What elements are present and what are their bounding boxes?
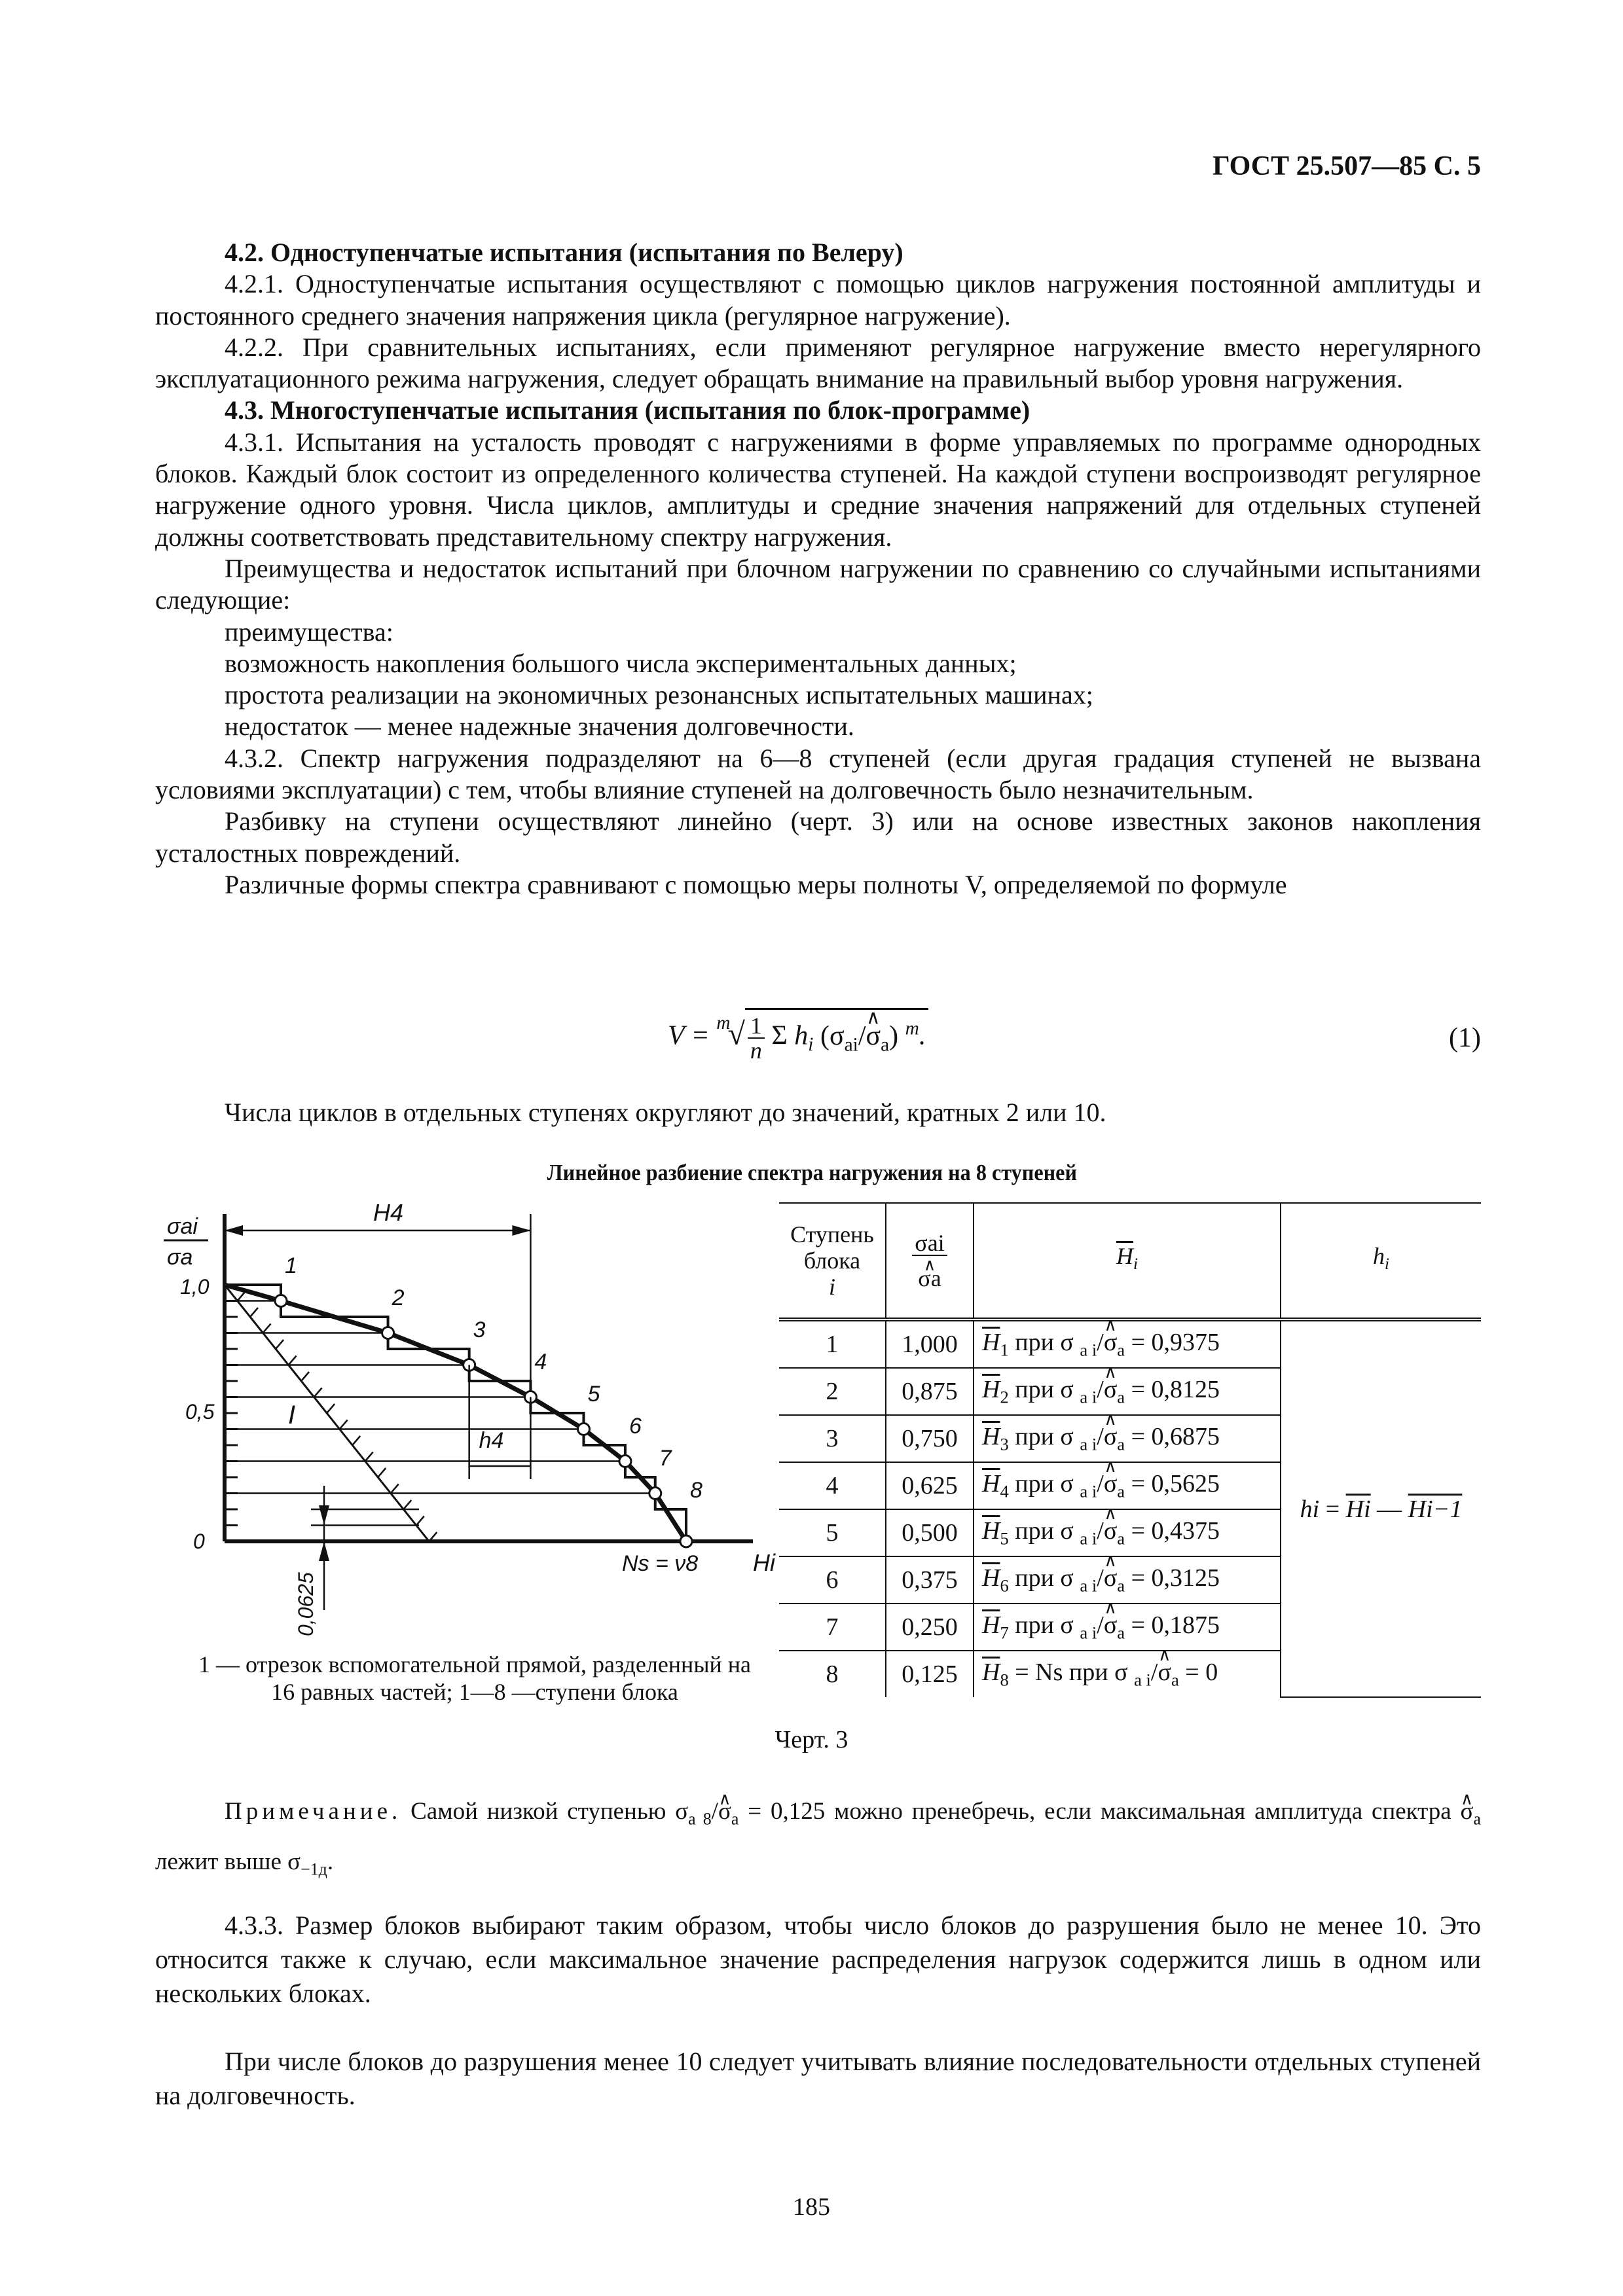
step-label-3: 3 — [473, 1318, 486, 1342]
section-heading-4-3: 4.3. Многоступенчатые испытания (испытания по блок-программе) — [225, 395, 1030, 425]
H-condition: при σ — [1015, 1564, 1074, 1592]
H-condition: при σ — [1015, 1517, 1074, 1545]
arrow-left-icon — [225, 1225, 243, 1236]
note-text-4: лежит выше σ — [155, 1848, 301, 1876]
sigma-sub: a i — [1080, 1481, 1097, 1501]
cell-ratio: 0,500 — [886, 1509, 974, 1556]
H-level: = 0,9375 — [1131, 1329, 1220, 1357]
H-sub: 8 — [1000, 1670, 1009, 1690]
header-ratio — [886, 1203, 974, 1319]
formula-end: . — [919, 1020, 926, 1051]
table-row — [779, 1319, 1481, 1368]
cell-step: 6 — [779, 1556, 886, 1604]
h4-label: h4 — [479, 1428, 504, 1453]
auxiliary-tick — [238, 1292, 246, 1301]
auxiliary-tick — [365, 1452, 373, 1462]
formula-lhs: V = — [668, 1020, 710, 1051]
sigma-sub: a i — [1080, 1575, 1097, 1596]
step-label-5: 5 — [587, 1382, 600, 1407]
sigma-hat: ∧ σ — [1104, 1611, 1117, 1640]
advantages-label: преимущества: — [225, 617, 393, 647]
sigma-sub: a i — [1080, 1528, 1097, 1549]
arrow-right-icon — [512, 1225, 530, 1236]
minus: — — [1377, 1495, 1402, 1523]
slash: / — [1097, 1517, 1104, 1545]
paragraph-forms: Различные формы спектра сравнивают с помощью меры полноты V, определяемой по формуле — [225, 869, 1287, 899]
auxiliary-tick — [416, 1516, 424, 1526]
note-slash: / — [711, 1798, 718, 1825]
arrow-down-icon — [319, 1505, 329, 1525]
auxiliary-tick — [301, 1372, 309, 1381]
eq: = — [1325, 1495, 1340, 1523]
page-number: 185 — [793, 2193, 830, 2221]
h-i: hi — [1300, 1495, 1320, 1523]
y-tick-label-0-5: 0,5 — [185, 1400, 215, 1424]
sigma-hat-sub: a — [1171, 1670, 1179, 1690]
formula-radicand: $\frac{1}{n}$ Σ $h_i$ ($\sigma_{ai}/\wedge$ $\sigma_a$) $^m$. — [745, 1008, 929, 1062]
sigma-hat-sub: a — [1117, 1623, 1125, 1643]
paragraph-4-3-1: 4.3.1. Испытания на усталость проводят с нагружениями в форме управляемых по программе однородных блоков. Каждый блок состоит из определенного количества ступеней. На каждой ступени воспроизводят регулярное нагружение одного уровня. Числа циклов, амплитуды и средние значения напряжений для отдельных ступеней должны соответствовать представительному спектру нагружения. — [155, 427, 1481, 552]
header-H-letter: $\overline{H}$ — [1116, 1243, 1133, 1270]
sigma-hat-sub: a — [1117, 1434, 1125, 1454]
step-label-6: 6 — [629, 1414, 642, 1439]
sigma-hat: ∧ σ — [1104, 1564, 1117, 1592]
denominator: n — [750, 1037, 762, 1064]
H-i-minus-1: Hi−1 — [1408, 1495, 1463, 1523]
auxiliary-tick — [352, 1436, 360, 1445]
step-label-2: 2 — [392, 1285, 405, 1310]
sigma-sub: a i — [1080, 1434, 1097, 1454]
step-label-1: 1 — [285, 1253, 297, 1278]
cell-ratio: 0,375 — [886, 1556, 974, 1604]
step-point — [577, 1424, 589, 1435]
cell-H — [974, 1509, 1281, 1556]
cell-step: 4 — [779, 1462, 886, 1509]
note-sigma-hat-2: ∧ σ — [1461, 1790, 1474, 1833]
auxiliary-tick — [403, 1500, 411, 1509]
page-header: ГОСТ 25.507—85 С. 5 — [1212, 151, 1481, 181]
cell-ratio: 0,625 — [886, 1462, 974, 1509]
note-sigma-hat: ∧ σ — [718, 1790, 731, 1833]
step-label-8: 8 — [690, 1478, 702, 1503]
H-level: = 0,3125 — [1131, 1564, 1220, 1592]
cell-step: 2 — [779, 1368, 886, 1415]
ns-label: Ns = ν8 — [622, 1551, 699, 1576]
auxiliary-tick — [340, 1420, 348, 1429]
slash: / — [1150, 1659, 1158, 1687]
cell-step: 8 — [779, 1651, 886, 1697]
H-sub: 4 — [1000, 1481, 1009, 1501]
step-point — [382, 1327, 394, 1339]
sigma-hat-sub: a — [1117, 1481, 1125, 1501]
auxiliary-tick — [250, 1308, 258, 1317]
header-H — [974, 1203, 1281, 1319]
H-letter: $\overline{H}$ — [982, 1659, 1000, 1687]
x-axis-label: Hi — [753, 1549, 775, 1576]
H-letter: $\overline{H}$ — [982, 1423, 1000, 1451]
H-sub: 5 — [1000, 1528, 1009, 1549]
root-sign-icon: √ — [727, 1016, 745, 1052]
cell-step: 3 — [779, 1415, 886, 1462]
caption-line-1: 1 — отрезок вспомогательной прямой, разделенный на — [198, 1651, 752, 1677]
root-index: m — [716, 1012, 731, 1033]
H-sub: 2 — [1000, 1387, 1009, 1407]
load-spectrum-diagram — [0, 0, 786, 1702]
header-ratio-den: ∧ σa — [912, 1266, 947, 1290]
auxiliary-tick — [327, 1404, 335, 1413]
cell-H — [974, 1604, 1281, 1651]
header-h-letter: h — [1373, 1243, 1385, 1270]
note-end: . — [327, 1848, 334, 1876]
auxiliary-tick — [391, 1484, 399, 1494]
paragraph-4-3-3: 4.3.3. Размер блоков выбирают таким образом, чтобы число блоков до разрушения было не менее 10. Это относится также к случаю, если максимальное значение распределения нагрузок содержится лишь в одном или нескольких блоках. — [155, 1910, 1481, 2008]
cell-H — [974, 1556, 1281, 1604]
sigma-hat-sub: a — [1117, 1387, 1125, 1407]
H-i: $\overline{Hi}$ — [1345, 1495, 1371, 1523]
y-tick-label-0: 0 — [193, 1530, 205, 1553]
step-label-4: 4 — [534, 1350, 547, 1374]
paragraph-less-10: При числе блоков до разрушения менее 10 следует учитывать влияние последовательности отдельных ступеней на долговечность. — [155, 2047, 1481, 2110]
y-label-num: σai — [167, 1214, 198, 1239]
H-level: = 0,6875 — [1131, 1423, 1220, 1451]
paragraph-advantages: Преимущества и недостаток испытаний при блочном нагружении по сравнению со случайными испытаниями следующие: — [155, 553, 1481, 615]
sigma-sub: a i — [1080, 1623, 1097, 1643]
step-point — [619, 1456, 631, 1467]
sigma-hat: ∧ σ — [1104, 1375, 1117, 1404]
H-condition: при σ — [1015, 1423, 1074, 1451]
caption-line-2: 16 равных частей; 1—8 —ступени блока — [271, 1679, 678, 1705]
cell-ratio: 0,250 — [886, 1604, 974, 1651]
H-level: = 0,4375 — [1131, 1517, 1220, 1545]
H-letter: $\overline{H}$ — [982, 1470, 1000, 1498]
advantage-1: возможность накопления большого числа экспериментальных данных; — [225, 648, 1017, 678]
cell-step: 1 — [779, 1319, 886, 1368]
H-level: = 0,5625 — [1131, 1470, 1220, 1498]
header-step — [779, 1203, 886, 1319]
cell-H — [974, 1368, 1281, 1415]
H-condition: = Ns при σ — [1015, 1659, 1128, 1687]
step-point — [649, 1488, 661, 1499]
sigma-hat: ∧ σ — [866, 1020, 881, 1052]
sigma-hat-sub: a — [881, 1034, 890, 1056]
H-level: = 0,8125 — [1131, 1376, 1220, 1404]
sigma-hat: ∧ σ — [1104, 1328, 1117, 1357]
auxiliary-tick — [276, 1340, 283, 1349]
H-letter: $\overline{H}$ — [982, 1329, 1000, 1357]
numerator: 1 — [748, 1014, 765, 1039]
steps-table — [779, 1202, 1481, 1698]
H-sub: 7 — [1000, 1623, 1009, 1643]
aux-line-label: I — [288, 1401, 296, 1429]
H-letter: $\overline{H}$ — [982, 1376, 1000, 1404]
figure-title: Линейное разбиение спектра нагружения на 8 ступеней — [547, 1160, 1078, 1185]
H-level: = 0,1875 — [1131, 1611, 1220, 1640]
step-point — [680, 1535, 692, 1547]
figure-reference: Черт. 3 — [775, 1726, 848, 1753]
sigma-hat-sub: a — [1117, 1528, 1125, 1549]
power: m — [905, 1018, 919, 1039]
step-label-7: 7 — [659, 1446, 672, 1471]
header-step-l3: i — [828, 1274, 835, 1300]
auxiliary-tick — [263, 1324, 271, 1333]
cell-step: 5 — [779, 1509, 886, 1556]
paragraph-4-2-2: 4.2.2. При сравнительных испытаниях, если применяют регулярное нагружение вместо нерегулярного эксплуатационного режима нагружения, следует обращать внимание на правильный выбор уровня нагружения. — [155, 332, 1481, 394]
sigma-hat: ∧ σ — [1104, 1469, 1117, 1498]
cell-step: 7 — [779, 1604, 886, 1651]
paragraph-cycles: Числа циклов в отдельных ступенях округляют до значений, кратных 2 или 10. — [225, 1098, 1106, 1127]
H-sub: 3 — [1000, 1434, 1009, 1454]
sigma-sub: ai — [844, 1034, 858, 1056]
cell-h-formula — [1281, 1319, 1481, 1697]
auxiliary-tick — [378, 1468, 386, 1477]
slash: / — [1097, 1611, 1104, 1640]
paragraph-4-3-2: 4.3.2. Спектр нагружения подразделяют на 6—8 ступеней (если другая градация ступеней не вызвана условиями эксплуатации) с тем, чтобы влияние ступеней на долговечность было незначительным. — [155, 743, 1481, 805]
H-level: = 0 — [1185, 1659, 1218, 1687]
sigma-sub: a i — [1080, 1340, 1097, 1360]
H-letter: $\overline{H}$ — [982, 1611, 1000, 1640]
H-condition: при σ — [1015, 1611, 1074, 1640]
disadvantage: недостаток — менее надежные значения долговечности. — [225, 711, 854, 742]
slash: / — [1097, 1423, 1104, 1451]
H-letter: $\overline{H}$ — [982, 1564, 1000, 1592]
cell-ratio: 0,875 — [886, 1368, 974, 1415]
header-h-sub: i — [1385, 1255, 1389, 1274]
header-step-l1: Ступень — [790, 1221, 874, 1247]
H-letter: $\overline{H}$ — [982, 1517, 1000, 1545]
note-sub-a-2: a — [1473, 1809, 1481, 1829]
body-text-2 — [155, 1909, 1481, 2113]
sigma-hat-sub: a — [1117, 1575, 1125, 1596]
H-condition: при σ — [1015, 1376, 1074, 1404]
slash: / — [1097, 1470, 1104, 1498]
header-ratio-num: σai — [912, 1231, 947, 1256]
step-point — [275, 1295, 287, 1307]
h: h — [794, 1020, 809, 1051]
note-sub-2: −1д — [301, 1859, 327, 1879]
dim-label-0-0625: 0,0625 — [294, 1572, 318, 1636]
H-condition: при σ — [1015, 1470, 1074, 1498]
sigma: σ — [829, 1020, 845, 1051]
H-sub: 6 — [1000, 1575, 1009, 1596]
cell-H — [974, 1415, 1281, 1462]
cell-ratio: 0,125 — [886, 1651, 974, 1697]
header-h — [1281, 1203, 1481, 1319]
sigma-hat: ∧ σ — [1158, 1658, 1171, 1687]
sigma-sub: a i — [1080, 1387, 1097, 1407]
header-H-sub: i — [1133, 1255, 1138, 1274]
cell-H — [974, 1319, 1281, 1368]
slash: / — [1097, 1329, 1104, 1357]
sigma-hat: ∧ σ — [1104, 1422, 1117, 1451]
advantage-2: простота реализации на экономичных резонансных испытательных машинах; — [225, 680, 1093, 710]
h-index: i — [808, 1034, 814, 1056]
sigma-hat: ∧ σ — [1104, 1516, 1117, 1545]
note-label: Примечание. — [225, 1798, 402, 1825]
cell-H — [974, 1462, 1281, 1509]
slash: / — [1097, 1564, 1104, 1592]
cell-ratio: 0,750 — [886, 1415, 974, 1462]
note-sub-a: a — [731, 1809, 739, 1829]
figure-caption — [170, 1651, 779, 1706]
note-text-3: = 0,125 можно пренебречь, если максимальная амплитуда спектра — [748, 1798, 1451, 1825]
equation-number: (1) — [1449, 1023, 1481, 1053]
auxiliary-tick — [289, 1356, 297, 1365]
arrow-up-icon — [319, 1541, 329, 1561]
slash: / — [1097, 1376, 1104, 1404]
cell-H — [974, 1651, 1281, 1697]
sigma-hat-sub: a — [1117, 1340, 1125, 1360]
header-step-l2: блока — [803, 1247, 861, 1274]
sum-sign: Σ — [771, 1020, 788, 1051]
y-tick-label-1: 1,0 — [180, 1275, 210, 1299]
section-heading-4-2: 4.2. Одноступенчатые испытания (испытания по Велеру) — [225, 238, 903, 267]
auxiliary-tick — [314, 1388, 322, 1397]
cell-ratio: 1,000 — [886, 1319, 974, 1368]
H-condition: при σ — [1015, 1329, 1074, 1357]
H-sub: 1 — [1000, 1340, 1009, 1360]
note — [155, 1790, 1481, 1892]
note-text-1: Самой низкой ступенью σ — [410, 1798, 689, 1825]
sigma-sub: a i — [1134, 1670, 1151, 1690]
note-sub-1: a 8 — [688, 1809, 712, 1829]
H4-label: H4 — [373, 1199, 404, 1226]
paragraph-4-2-1: 4.2.1. Одноступенчатые испытания осуществляют с помощью циклов нагружения постоянной амплитуды и постоянного среднего значения напряжения цикла (регулярное нагружение). — [155, 269, 1481, 331]
paragraph-split: Разбивку на ступени осуществляют линейно (черт. 3) или на основе известных законов накопления усталостных повреждений. — [155, 806, 1481, 868]
y-label-den: σa — [167, 1245, 193, 1270]
